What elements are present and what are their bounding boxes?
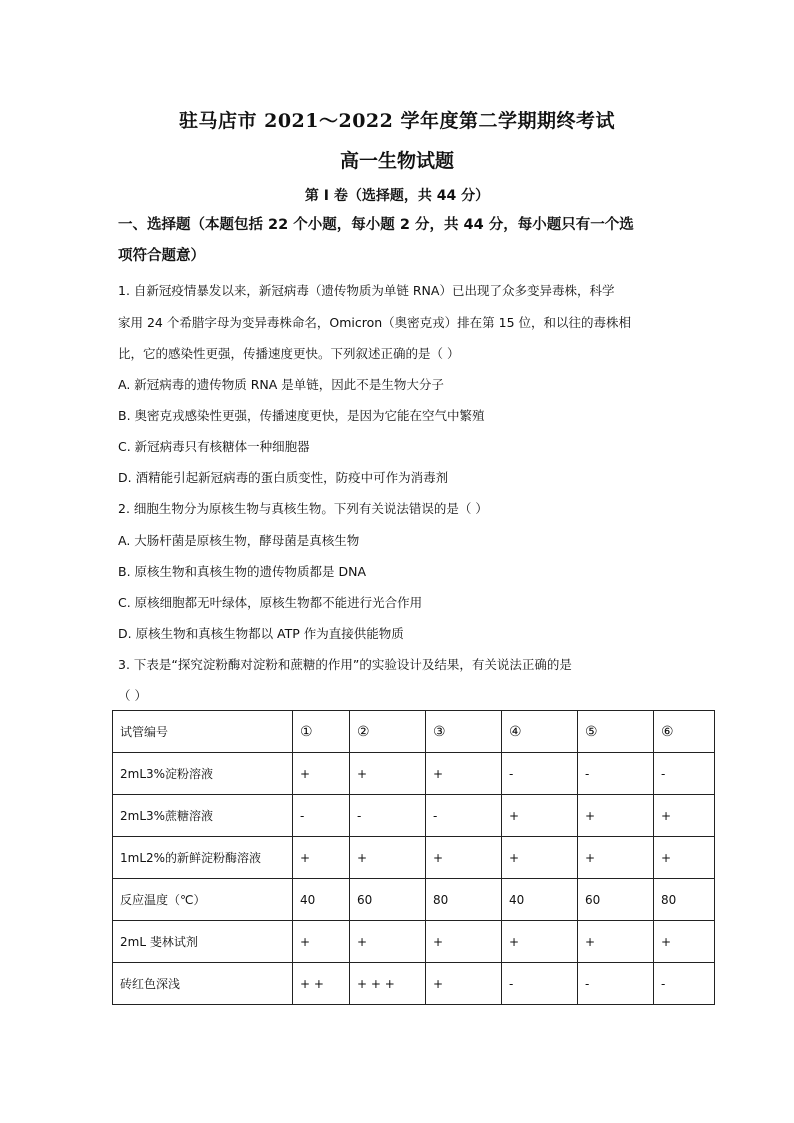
- table-cell: +: [350, 837, 426, 879]
- question-2-option-d: D. 原核生物和真核生物都以 ATP 作为直接供能物质: [118, 626, 404, 641]
- question-1-option-b: B. 奥密克戎感染性更强，传播速度更快，是因为它能在空气中繁殖: [118, 408, 485, 423]
- question-2-option-a: A. 大肠杆菌是原核生物，酵母菌是真核生物: [118, 533, 360, 548]
- table-cell: ①: [293, 711, 350, 753]
- table-cell: 60: [350, 879, 426, 921]
- table-cell: + + +: [350, 963, 426, 1005]
- table-cell: -: [654, 963, 715, 1005]
- experiment-table: [112, 710, 715, 1005]
- table-cell: +: [426, 921, 502, 963]
- table-cell: 1mL2%的新鲜淀粉酶溶液: [113, 837, 293, 879]
- table-cell: 2mL3%蔗糖溶液: [113, 795, 293, 837]
- table-cell: +: [502, 837, 578, 879]
- table-cell: -: [426, 795, 502, 837]
- table-cell: -: [350, 795, 426, 837]
- table-cell: +: [350, 753, 426, 795]
- table-cell: 80: [426, 879, 502, 921]
- table-cell: +: [426, 837, 502, 879]
- table-row: [113, 837, 715, 879]
- question-2-text: 2. 细胞生物分为原核生物与真核生物。下列有关说法错误的是（ ）: [118, 501, 488, 516]
- table-cell: 反应温度（℃）: [113, 879, 293, 921]
- table-cell: +: [502, 921, 578, 963]
- table-cell: +: [578, 795, 654, 837]
- question-3-text: 3. 下表是“探究淀粉酶对淀粉和蔗糖的作用”的实验设计及结果，有关说法正确的是: [118, 657, 572, 672]
- question-1-text: 家用 24 个希腊字母为变异毒株命名，Omicron（奥密克戎）排在第 15 位，和以往的毒株相: [118, 315, 632, 330]
- table-cell: 砖红色深浅: [113, 963, 293, 1005]
- part-heading: [118, 210, 678, 272]
- table-cell: ④: [502, 711, 578, 753]
- table-row: [113, 795, 715, 837]
- table-cell: +: [654, 795, 715, 837]
- table-cell: +: [578, 921, 654, 963]
- table-cell: +: [293, 837, 350, 879]
- table-cell: + +: [293, 963, 350, 1005]
- question-2-option-c: C. 原核细胞都无叶绿体，原核生物都不能进行光合作用: [118, 595, 423, 610]
- table-cell: -: [654, 753, 715, 795]
- table-cell: +: [654, 921, 715, 963]
- question-1-option-a: A. 新冠病毒的遗传物质 RNA 是单链，因此不是生物大分子: [118, 377, 444, 392]
- question-1-text: 1. 自新冠疫情暴发以来，新冠病毒（遗传物质为单链 RNA）已出现了众多变异毒株，科学: [118, 283, 615, 298]
- table-cell: -: [502, 963, 578, 1005]
- table-cell: 40: [293, 879, 350, 921]
- table-cell: 2mL3%淀粉溶液: [113, 753, 293, 795]
- exam-title: 驻马店市 2021～2022 学年度第二学期期终考试: [179, 110, 615, 132]
- table-cell: ②: [350, 711, 426, 753]
- part-heading-line: 项符合题意）: [118, 248, 205, 264]
- table-cell: +: [293, 921, 350, 963]
- exam-subtitle: 高一生物试题: [339, 150, 454, 172]
- table-cell: 2mL 斐林试剂: [113, 921, 293, 963]
- table-cell: -: [502, 753, 578, 795]
- table-cell: 60: [578, 879, 654, 921]
- question-1-text: 比，它的感染性更强，传播速度更快。下列叙述正确的是（ ）: [118, 346, 460, 361]
- table-cell: 试管编号: [113, 711, 293, 753]
- table-row: [113, 753, 715, 795]
- table-cell: ⑥: [654, 711, 715, 753]
- question-2-option-b: B. 原核生物和真核生物的遗传物质都是 DNA: [118, 564, 367, 579]
- table-cell: +: [293, 753, 350, 795]
- table-cell: -: [578, 753, 654, 795]
- table-cell: +: [578, 837, 654, 879]
- table-cell: ⑤: [578, 711, 654, 753]
- question-1-option-c: C. 新冠病毒只有核糖体一种细胞器: [118, 439, 310, 454]
- table-cell: +: [426, 753, 502, 795]
- section-title: 第 I 卷（选择题，共 44 分）: [304, 188, 490, 204]
- part-heading-line: 一、选择题（本题包括 22 个小题，每小题 2 分，共 44 分，每小题只有一个选: [118, 217, 634, 233]
- table-cell: ③: [426, 711, 502, 753]
- table-cell: 80: [654, 879, 715, 921]
- table-row: [113, 921, 715, 963]
- question-3-text: （ ）: [118, 688, 147, 703]
- table-cell: +: [426, 963, 502, 1005]
- table-cell: +: [502, 795, 578, 837]
- table-cell: -: [578, 963, 654, 1005]
- question-1-option-d: D. 酒精能引起新冠病毒的蛋白质变性，防疫中可作为消毒剂: [118, 470, 449, 485]
- table-cell: 40: [502, 879, 578, 921]
- table-row: [113, 963, 715, 1005]
- table-cell: -: [293, 795, 350, 837]
- table-cell: +: [350, 921, 426, 963]
- table-row: [113, 711, 715, 753]
- table-row: [113, 879, 715, 921]
- table-cell: +: [654, 837, 715, 879]
